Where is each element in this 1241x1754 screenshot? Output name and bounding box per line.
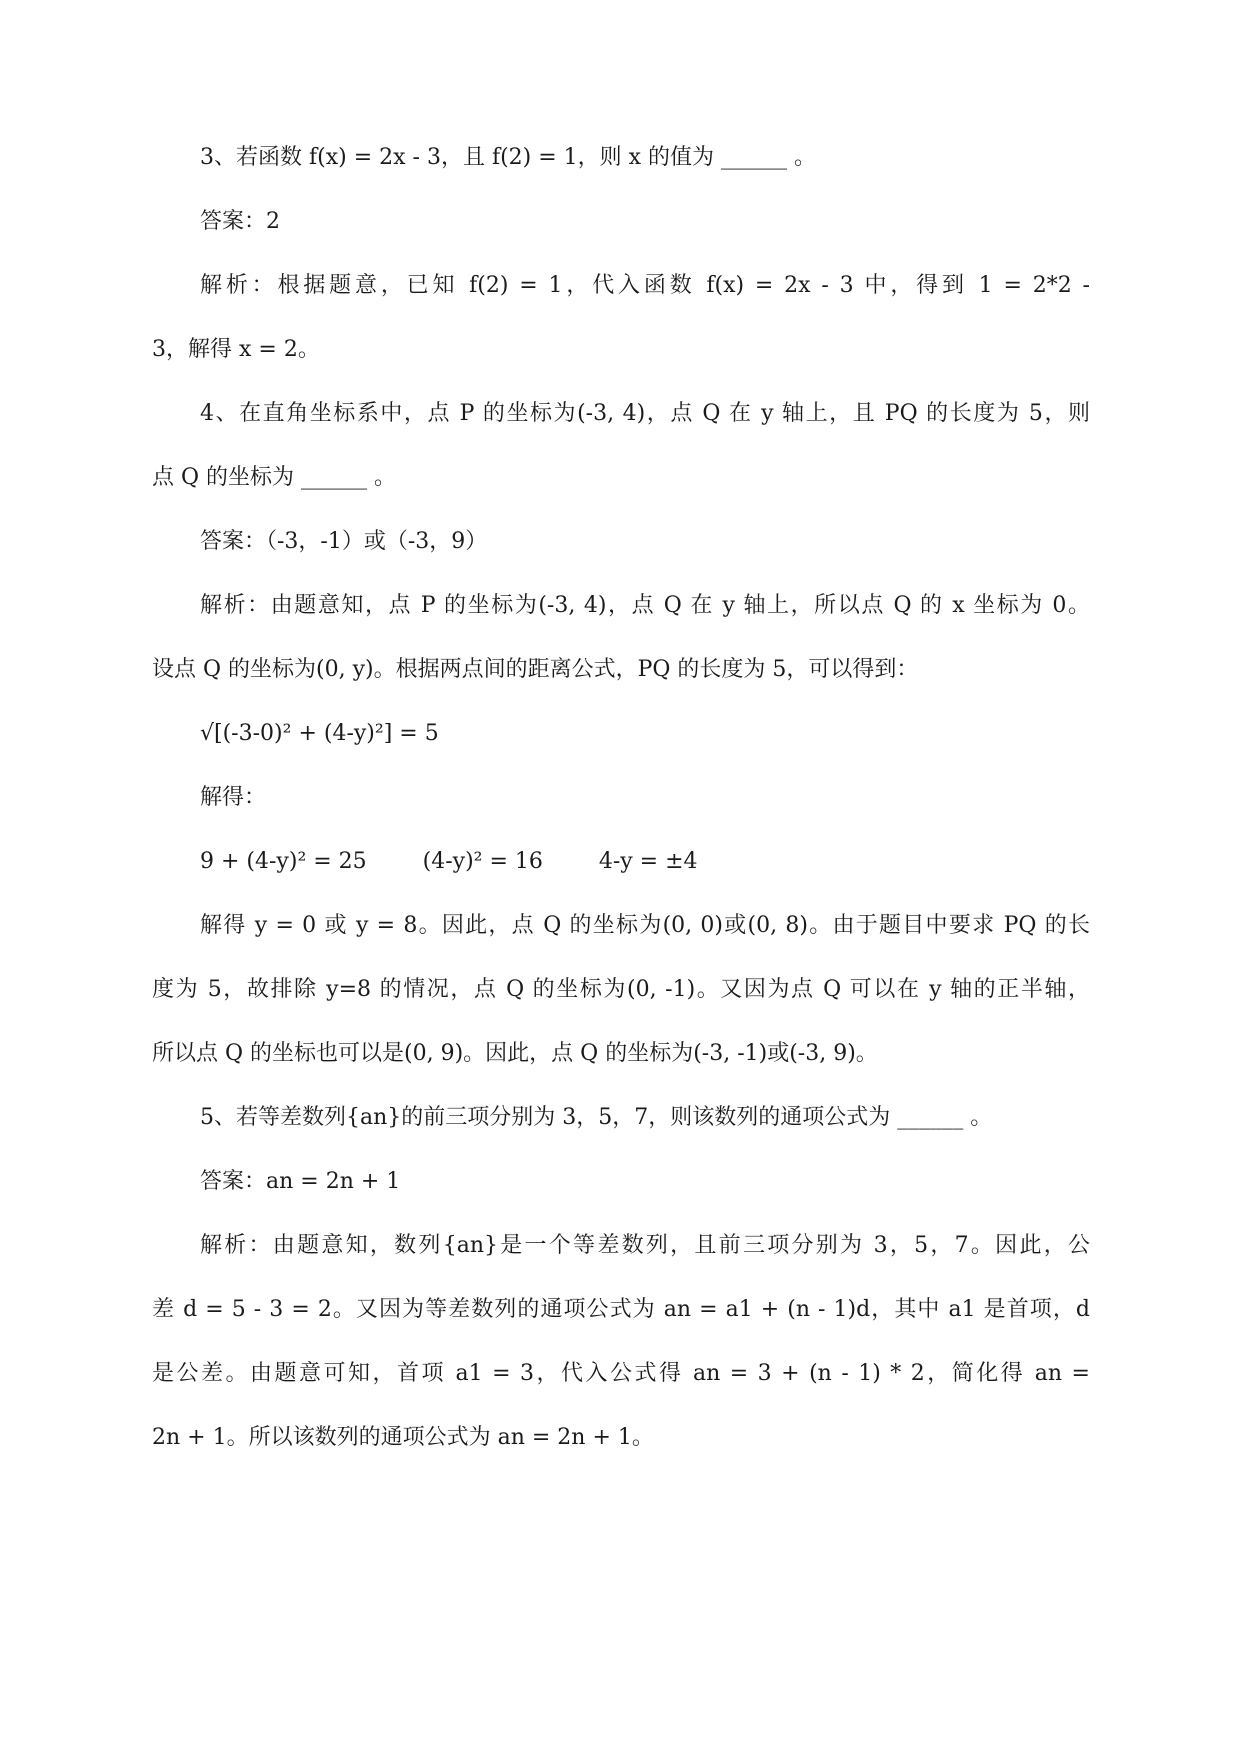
formula-line: √[(-3-0)² + (4-y)²] = 5	[200, 721, 439, 746]
text-line: 解得：	[200, 785, 267, 810]
text-line: 解得 y = 0 或 y = 8。因此，点 Q 的坐标为(0, 0)或(0, 8)。由于题目中要求 PQ 的长	[200, 913, 1090, 938]
text-line: 解析：由题意知，点 P 的坐标为(-3, 4)，点 Q 在 y 轴上，所以点 Q 的 x 坐标为 0。	[200, 593, 1090, 618]
text-line: 所以点 Q 的坐标也可以是(0, 9)。因此，点 Q 的坐标为(-3, -1)或(-3, 9)。	[152, 1041, 878, 1066]
document-page	[152, 142, 1090, 1454]
text-line: 3、若函数 f(x) = 2x - 3，且 f(2) = 1，则 x 的值为 ______ 。	[200, 145, 817, 170]
text-line: 3，解得 x = 2。	[152, 337, 320, 362]
text-line: 4、在直角坐标系中，点 P 的坐标为(-3, 4)，点 Q 在 y 轴上，且 PQ 的长度为 5，则	[200, 401, 1090, 426]
text-line: 解析：由题意知，数列{an}是一个等差数列，且前三项分别为 3，5，7。因此，公	[200, 1233, 1090, 1258]
text-line: 是公差。由题意可知，首项 a1 = 3，代入公式得 an = 3 + (n - 1) * 2，简化得 an =	[152, 1361, 1090, 1386]
text-line: 度为 5，故排除 y=8 的情况，点 Q 的坐标为(0, -1)。又因为点 Q 可以在 y 轴的正半轴，	[152, 977, 1090, 1002]
text-line: 点 Q 的坐标为 ______ 。	[152, 465, 397, 490]
text-line: 答案：an = 2n + 1	[200, 1169, 401, 1194]
text-line: 2n + 1。所以该数列的通项公式为 an = 2n + 1。	[152, 1425, 654, 1450]
formula-line: 9 + (4-y)² = 25 (4-y)² = 16 4-y = ±4	[200, 849, 698, 874]
text-line: 答案：2	[200, 209, 280, 234]
text-line: 设点 Q 的坐标为(0, y)。根据两点间的距离公式，PQ 的长度为 5，可以得到：	[152, 657, 919, 682]
text-line: 5、若等差数列{an}的前三项分别为 3，5，7，则该数列的通项公式为 ______ 。	[200, 1105, 993, 1130]
text-line: 答案：（-3，-1）或（-3，9）	[200, 529, 488, 554]
text-line: 解析：根据题意，已知 f(2) = 1，代入函数 f(x) = 2x - 3 中，得到 1 = 2*2 -	[200, 273, 1090, 298]
text-line: 差 d = 5 - 3 = 2。又因为等差数列的通项公式为 an = a1 + (n - 1)d，其中 a1 是首项，d	[152, 1297, 1090, 1322]
